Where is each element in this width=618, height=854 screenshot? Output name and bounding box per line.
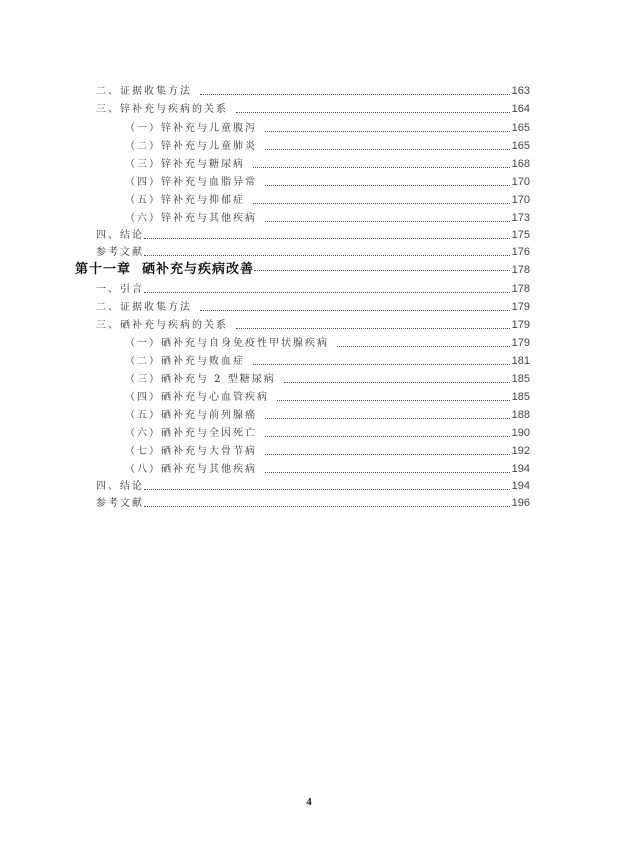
dot-leader xyxy=(144,255,510,256)
toc-entry-title: （七）硒补充与大骨节病 xyxy=(125,446,257,457)
dot-leader xyxy=(265,472,510,473)
dot-leader xyxy=(265,454,510,455)
dot-leader xyxy=(337,346,510,347)
dot-leader xyxy=(284,382,510,383)
toc-entry-title: （五）锌补充与抑郁症 xyxy=(125,195,245,206)
toc-entry[interactable] xyxy=(125,119,530,135)
toc-entry-page: 175 xyxy=(511,229,530,241)
dot-leader xyxy=(144,489,510,490)
toc-entry-page: 192 xyxy=(511,445,530,457)
dot-leader xyxy=(265,185,510,186)
dot-leader xyxy=(254,270,510,271)
toc-entry-title: 第十一章 硒补充与疾病改善 xyxy=(75,262,255,277)
toc-entry-page: 181 xyxy=(511,355,530,367)
toc-entry-title: （六）锌补充与其他疾病 xyxy=(125,213,257,224)
toc-entry[interactable] xyxy=(125,424,530,440)
toc-entry[interactable] xyxy=(125,334,530,350)
dot-leader xyxy=(144,238,510,239)
dot-leader xyxy=(236,112,510,113)
toc-entry-title: 参考文献 xyxy=(96,498,144,509)
toc-entry-page: 168 xyxy=(511,158,530,170)
toc-entry-page: 165 xyxy=(511,122,530,134)
toc-entry[interactable] xyxy=(125,155,530,171)
dot-leader xyxy=(265,436,510,437)
toc-entry-page: 194 xyxy=(511,463,530,475)
dot-leader xyxy=(253,167,510,168)
toc-entry[interactable] xyxy=(125,388,530,404)
toc-entry-page: 173 xyxy=(511,212,530,224)
dot-leader xyxy=(200,94,510,95)
toc-entry-page: 179 xyxy=(511,301,530,313)
toc-entry-title: （三）锌补充与糖尿病 xyxy=(125,159,245,170)
toc-entry[interactable] xyxy=(96,316,530,332)
toc-entry[interactable] xyxy=(125,173,530,189)
toc-entry-page: 164 xyxy=(511,103,530,115)
toc-entry[interactable] xyxy=(125,442,530,458)
toc-entry[interactable] xyxy=(125,209,530,225)
toc-entry-title: （一）锌补充与儿童腹泻 xyxy=(125,123,257,134)
toc-entry-page: 178 xyxy=(511,264,530,276)
toc-entry-title: （二）硒补充与败血症 xyxy=(125,356,245,367)
dot-leader xyxy=(144,292,510,293)
toc-entry-page: 185 xyxy=(511,373,530,385)
toc-entry-title: （八）硒补充与其他疾病 xyxy=(125,464,257,475)
dot-leader xyxy=(144,506,510,507)
toc-entry[interactable] xyxy=(96,100,530,116)
toc-entry[interactable] xyxy=(96,243,530,259)
toc-entry-title: 二、证据收集方法 xyxy=(96,302,192,313)
toc-entry-title: 三、硒补充与疾病的关系 xyxy=(96,320,228,331)
dot-leader xyxy=(265,131,510,132)
toc-entry-page: 179 xyxy=(511,337,530,349)
toc-entry[interactable] xyxy=(75,258,530,277)
toc-entry[interactable] xyxy=(96,494,530,510)
toc-entry-title: 一、引言 xyxy=(96,284,144,295)
toc-entry[interactable] xyxy=(96,226,530,242)
toc-entry-title: 参考文献 xyxy=(96,247,144,258)
toc-entry-page: 163 xyxy=(511,85,530,97)
toc-entry-page: 176 xyxy=(511,246,530,258)
toc-entry-title: （四）硒补充与心血管疾病 xyxy=(125,392,269,403)
toc-entry[interactable] xyxy=(125,191,530,207)
toc-entry-title: （四）锌补充与血脂异常 xyxy=(125,177,257,188)
toc-entry[interactable] xyxy=(96,298,530,314)
dot-leader xyxy=(277,400,510,401)
toc-entry-title: （二）锌补充与儿童肺炎 xyxy=(125,141,257,152)
toc-entry-title: （六）硒补充与全因死亡 xyxy=(125,428,257,439)
toc-entry[interactable] xyxy=(125,406,530,422)
dot-leader xyxy=(265,418,510,419)
toc-entry-title: 二、证据收集方法 xyxy=(96,86,192,97)
toc-entry-page: 170 xyxy=(511,176,530,188)
toc-entry-page: 194 xyxy=(511,480,530,492)
toc-entry[interactable] xyxy=(125,370,530,386)
toc-entry-title: （一）硒补充与自身免疫性甲状腺疾病 xyxy=(125,338,329,349)
toc-entry-title: （五）硒补充与前列腺癌 xyxy=(125,410,257,421)
toc-entry[interactable] xyxy=(125,352,530,368)
toc-entry-title: 四、结论 xyxy=(96,481,144,492)
toc-entry[interactable] xyxy=(125,460,530,476)
toc-entry[interactable] xyxy=(96,280,530,296)
dot-leader xyxy=(265,221,510,222)
dot-leader xyxy=(265,149,510,150)
toc-entry-page: 178 xyxy=(511,283,530,295)
toc-entry[interactable] xyxy=(125,137,530,153)
toc-entry-title: 四、结论 xyxy=(96,230,144,241)
toc-entry-page: 165 xyxy=(511,140,530,152)
page-number: 4 xyxy=(306,796,312,808)
toc-entry-title: （三）硒补充与 2 型糖尿病 xyxy=(125,374,276,385)
toc-entry[interactable] xyxy=(96,82,530,98)
dot-leader xyxy=(200,310,510,311)
toc-entry-page: 188 xyxy=(511,409,530,421)
toc-entry-page: 190 xyxy=(511,427,530,439)
toc-entry-page: 185 xyxy=(511,391,530,403)
toc-entry-title: 三、锌补充与疾病的关系 xyxy=(96,104,228,115)
dot-leader xyxy=(253,364,510,365)
toc-entry-page: 170 xyxy=(511,194,530,206)
toc-entry[interactable] xyxy=(96,477,530,493)
dot-leader xyxy=(253,203,510,204)
dot-leader xyxy=(236,328,510,329)
toc-entry-page: 196 xyxy=(511,497,530,509)
toc-entry-page: 179 xyxy=(511,319,530,331)
